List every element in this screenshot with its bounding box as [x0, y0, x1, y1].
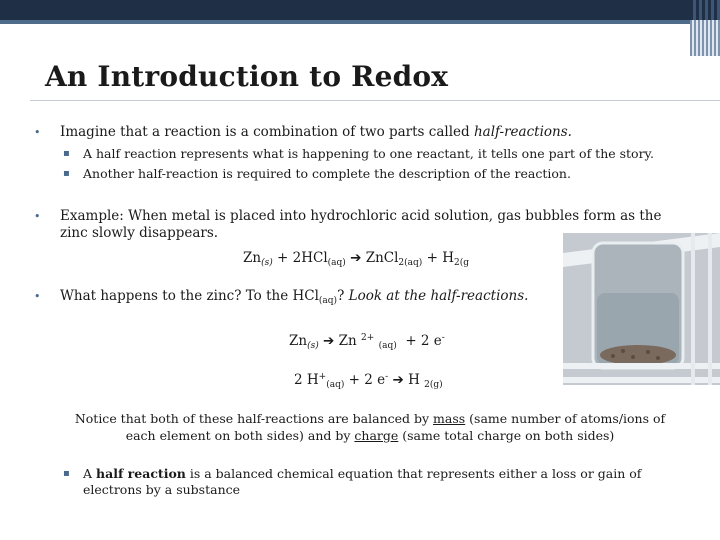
- final-bullet: [63, 466, 663, 498]
- bullet-emph: Look at the half-reactions.: [348, 288, 529, 304]
- bullet-icon: •: [34, 290, 41, 303]
- bullet-text: Imagine that a reaction is a combination of two parts called: [60, 124, 474, 140]
- sub-bullet-icon: ▪: [63, 168, 70, 179]
- bullet-emph: half-reactions.: [473, 124, 572, 140]
- title-divider: [30, 100, 720, 101]
- note-text: Notice that both of these half-reactions are balanced by: [74, 411, 434, 426]
- header-decor-stripes-light: [690, 20, 720, 56]
- slide-title: An Introduction to Redox: [45, 60, 449, 93]
- note-underline-charge: charge: [354, 428, 399, 443]
- note-underline-mass: mass: [433, 411, 466, 426]
- reduction-half-reaction: 2 $H^+_{(aq)} + 2$ e- ➔ H $_{2(g)}$: [294, 372, 443, 390]
- bullet-text: What happens to the zinc? To the HCl: [60, 288, 319, 304]
- sub-bullet-text: Another half-reaction is required to complete the description of the reaction.: [83, 166, 571, 181]
- final-bold: half reaction: [96, 466, 186, 481]
- zinc-in-acid-photo: [563, 233, 720, 385]
- oxidation-half-reaction: $Zn_{(s)}$ ➔ Zn $^{2+}$ $_{(aq)}$ + 2 e-: [289, 333, 445, 351]
- sub-bullet-text: A half reaction represents what is happening to one reactant, it tells one part of the story.: [83, 146, 654, 161]
- slide-header-bar: [0, 0, 720, 20]
- header-accent-line: [0, 20, 720, 24]
- bullet-question: [34, 288, 560, 310]
- final-text-cont: is a balanced chemical equation that represents either a loss or gain of electrons by a substance: [83, 466, 642, 497]
- bullet-text-line1: Example: When metal is placed into hydrochloric acid solution, gas bubbles form as the: [60, 208, 662, 224]
- bullet-icon: •: [34, 210, 41, 223]
- bullet-text-line2: zinc slowly disappears.: [60, 225, 219, 241]
- sub-bullet-1: [63, 146, 703, 162]
- bullet-icon: •: [34, 126, 41, 139]
- bullet-half-reactions: [34, 124, 700, 141]
- note-text-end: (same total charge on both sides): [398, 428, 615, 443]
- final-text: A: [83, 466, 97, 481]
- sub-bullet-2: [63, 166, 703, 182]
- sub-bullet-icon: ▪: [63, 148, 70, 159]
- bullet-subscript: (aq): [318, 296, 338, 306]
- note-text-cont: (same number of atoms/ions of each element on both sides) and by: [125, 411, 666, 443]
- sub-bullet-icon: ▪: [63, 468, 70, 479]
- bullet-text-cont: ?: [337, 288, 349, 304]
- overall-equation: $Zn_{(s)} + 2HCl_{(aq)}$ ➔ ZnCl$_{2(aq)}$ + $H_{2(g}$: [243, 250, 469, 268]
- balance-note: [60, 410, 680, 444]
